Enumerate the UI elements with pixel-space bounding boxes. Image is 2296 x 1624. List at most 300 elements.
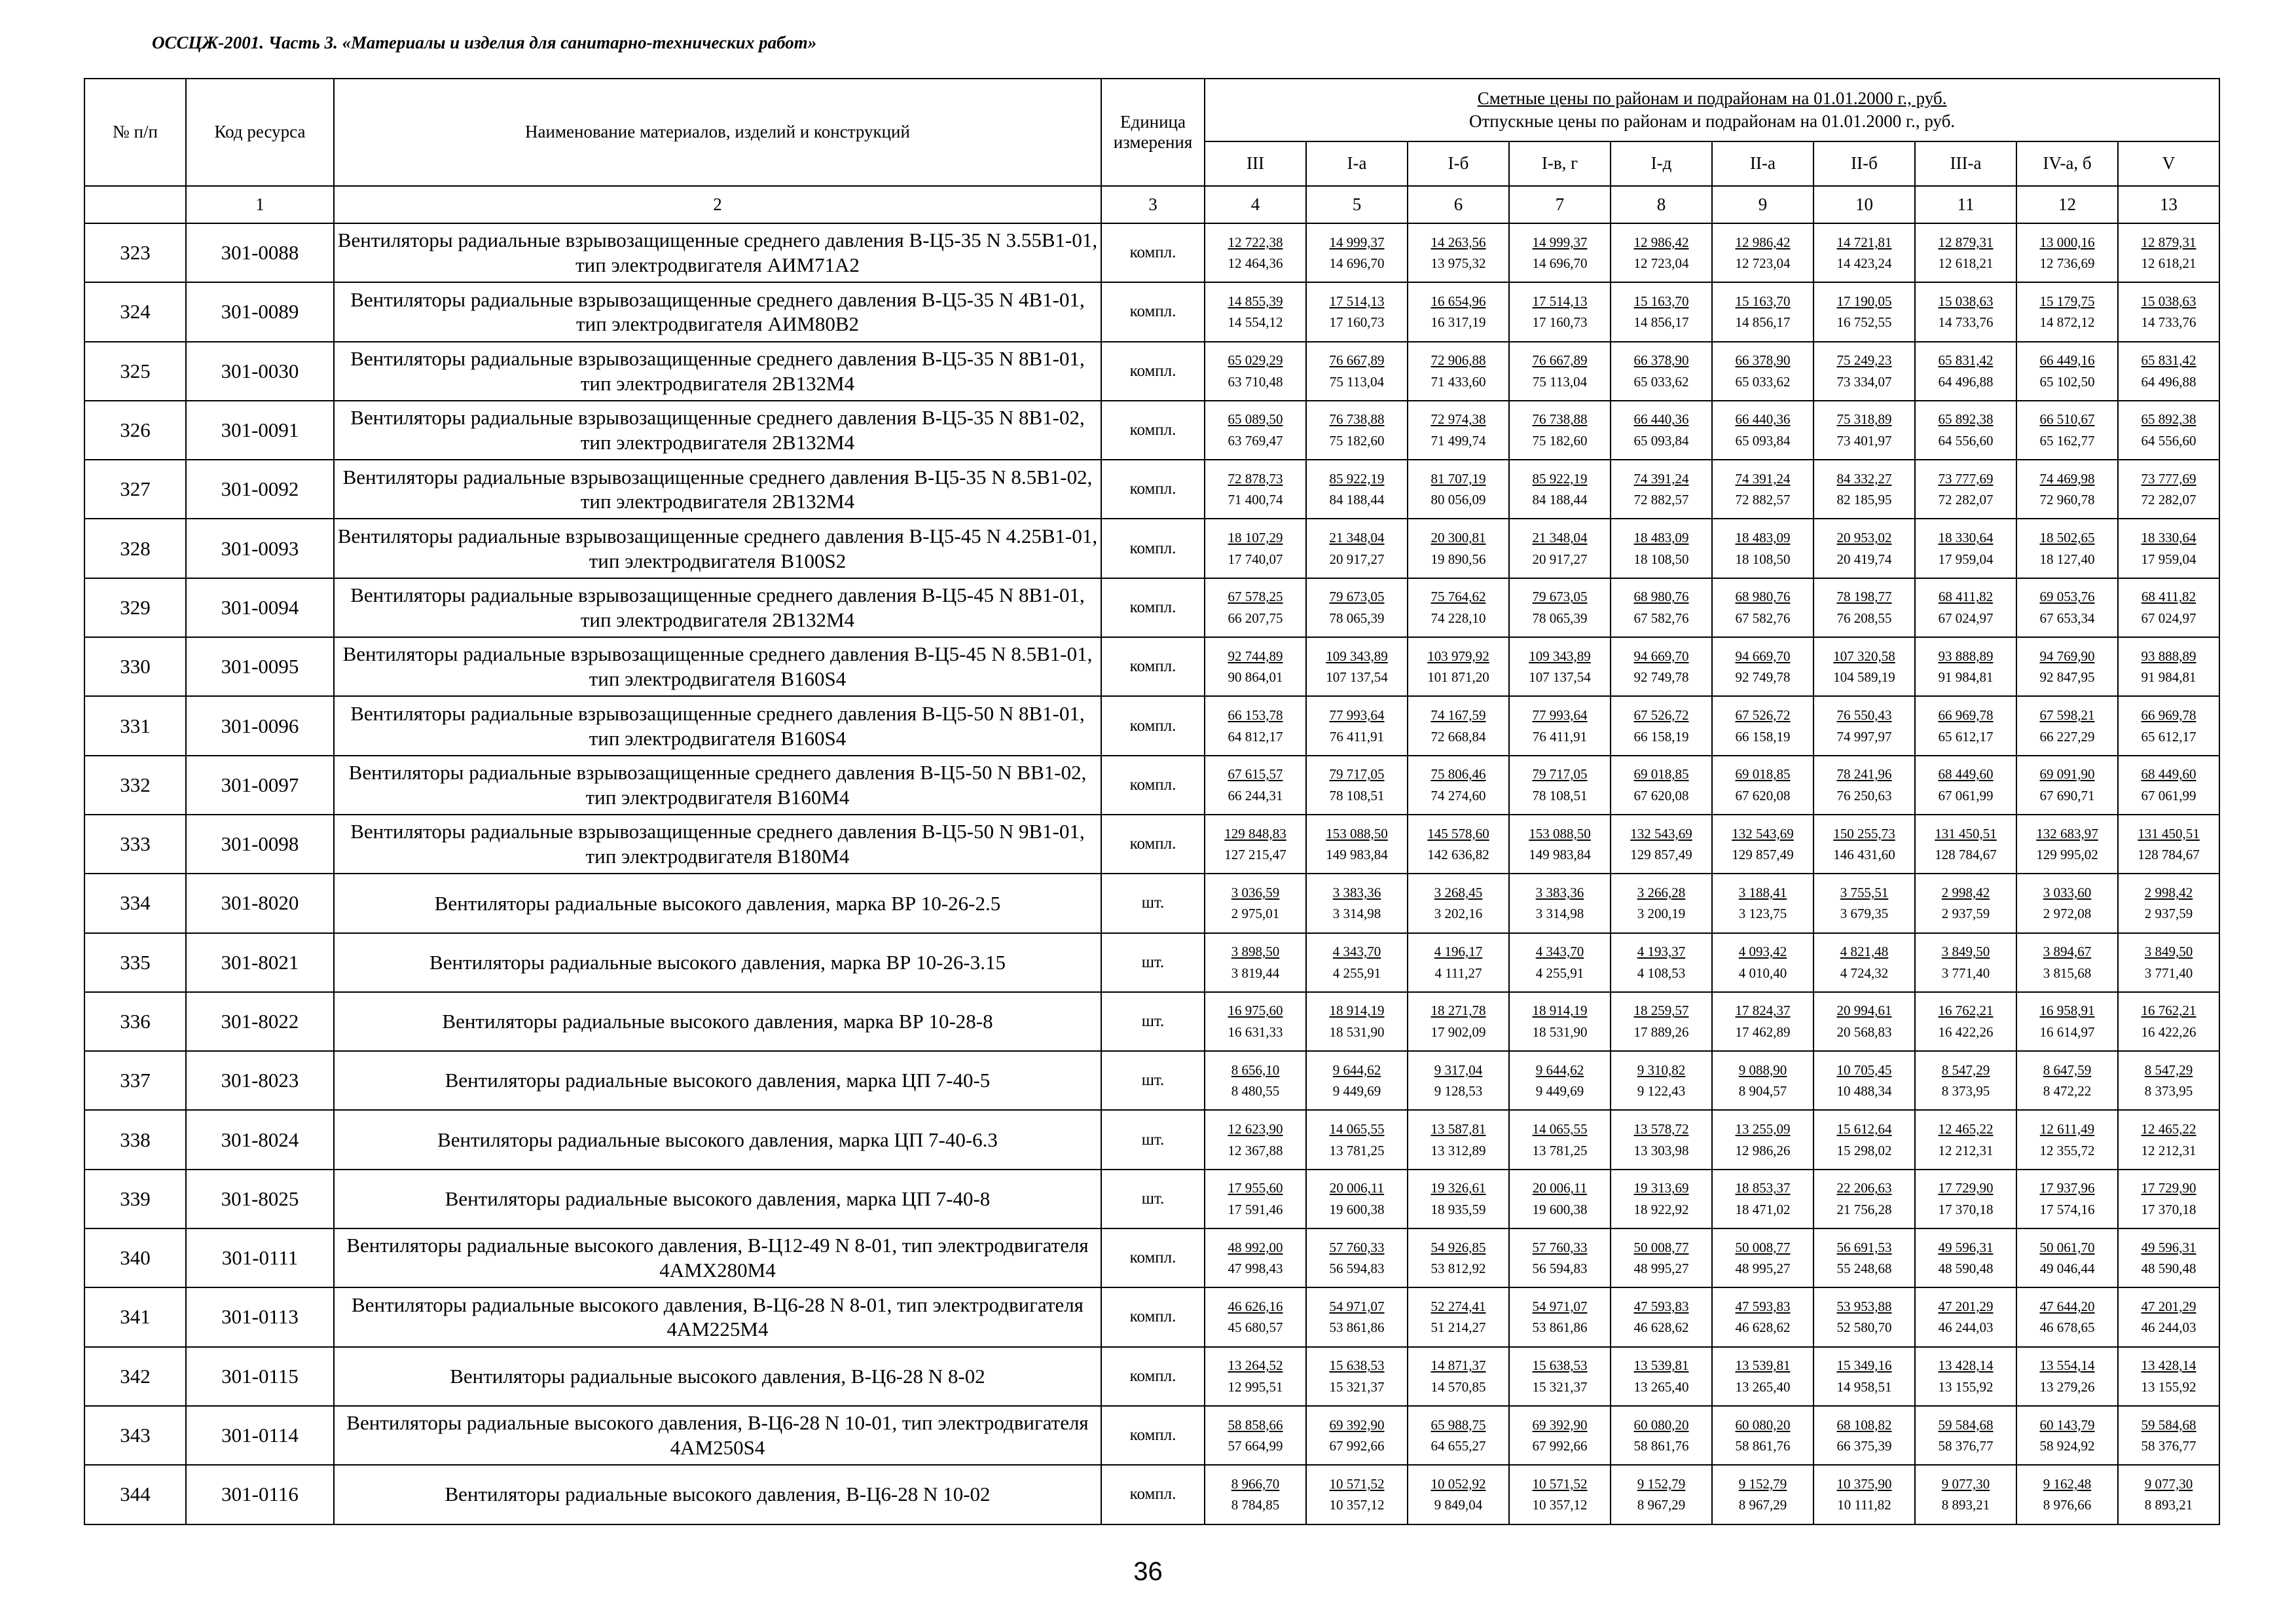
release-price-caption: Отпускные цены по районам и подрайонам на 01.01.2000 г., руб. <box>1468 111 1956 131</box>
release-price: 17 740,07 <box>1228 551 1283 567</box>
estimate-price: 78 241,96 <box>1836 766 1892 783</box>
table-row <box>84 874 2219 932</box>
release-price: 17 462,89 <box>1735 1024 1791 1040</box>
price-cell <box>1813 519 1915 578</box>
estimate-price: 131 450,51 <box>2138 825 2200 841</box>
estimate-price: 18 259,57 <box>1633 1003 1689 1019</box>
release-price: 14 733,76 <box>2141 314 2196 331</box>
release-price: 2 937,59 <box>1941 906 1990 922</box>
estimate-price: 49 596,31 <box>1938 1239 1994 1255</box>
estimate-price: 10 571,52 <box>1532 1475 1588 1492</box>
release-price: 66 158,19 <box>1633 728 1689 745</box>
estimate-price: 65 089,50 <box>1228 411 1283 428</box>
row-number: 343 <box>84 1406 186 1465</box>
release-price: 75 113,04 <box>1329 373 1385 390</box>
release-price: 12 995,51 <box>1228 1378 1283 1395</box>
release-price: 17 959,04 <box>2141 551 2196 567</box>
item-name: Вентиляторы радиальные высокого давления, В-Ц12-49 N 8-01, тип электродвигателя 4АМХ280М4 <box>334 1228 1101 1287</box>
price-cell <box>1712 1406 1813 1465</box>
estimate-price: 9 644,62 <box>1332 1061 1381 1078</box>
unit: компл. <box>1101 815 1205 874</box>
item-name: Вентиляторы радиальные взрывозащищенные среднего давления В-Ц5-45 N 4.25В1-01, тип электродвигателя В100S2 <box>334 519 1101 578</box>
estimate-price: 76 667,89 <box>1532 352 1588 369</box>
price-cell <box>1509 874 1611 932</box>
release-price: 72 282,07 <box>1938 492 1994 508</box>
release-price: 74 997,97 <box>1836 728 1892 745</box>
release-price: 19 600,38 <box>1329 1201 1385 1217</box>
unit: компл. <box>1101 696 1205 755</box>
estimate-price: 3 849,50 <box>2144 944 2193 960</box>
estimate-price: 13 539,81 <box>1633 1357 1689 1374</box>
estimate-price: 16 975,60 <box>1228 1003 1283 1019</box>
estimate-price: 9 310,82 <box>1637 1061 1686 1078</box>
estimate-price: 109 343,89 <box>1529 648 1591 664</box>
estimate-price: 20 300,81 <box>1430 530 1486 546</box>
release-price: 56 594,83 <box>1532 1261 1588 1277</box>
release-price: 53 861,86 <box>1532 1320 1588 1336</box>
estimate-price: 16 762,21 <box>2141 1003 2196 1019</box>
estimate-price: 69 392,90 <box>1532 1416 1588 1433</box>
item-name: Вентиляторы радиальные высокого давления, В-Ц6-28 N 10-01, тип электродвигателя 4АМ250S4 <box>334 1406 1101 1465</box>
release-price: 13 265,40 <box>1633 1378 1689 1395</box>
release-price: 66 207,75 <box>1228 610 1283 626</box>
price-cell <box>1306 578 1408 637</box>
price-cell <box>1509 1170 1611 1228</box>
release-price: 17 902,09 <box>1430 1024 1486 1040</box>
estimate-price: 3 036,59 <box>1231 884 1280 900</box>
price-cell <box>2016 282 2118 341</box>
table-row <box>84 933 2219 992</box>
price-cell <box>1205 1465 1306 1524</box>
release-price: 63 710,48 <box>1228 373 1283 390</box>
price-cell <box>1408 1347 1509 1406</box>
estimate-price: 56 691,53 <box>1836 1239 1892 1255</box>
estimate-price: 67 598,21 <box>2039 707 2095 723</box>
estimate-price: 145 578,60 <box>1427 825 1489 841</box>
price-cell <box>2016 578 2118 637</box>
price-cell <box>1915 1110 2016 1169</box>
estimate-price: 14 855,39 <box>1228 293 1283 309</box>
estimate-price: 66 510,67 <box>2039 411 2095 428</box>
estimate-price: 73 777,69 <box>1938 470 1994 487</box>
item-name: Вентиляторы радиальные взрывозащищенные среднего давления В-Ц5-35 N 4В1-01, тип электродвигателя АИМ80В2 <box>334 282 1101 341</box>
row-number: 332 <box>84 756 186 815</box>
estimate-price: 4 193,37 <box>1637 944 1686 960</box>
price-cell <box>1915 1051 2016 1110</box>
resource-code: 301-0096 <box>186 696 334 755</box>
estimate-price: 54 926,85 <box>1430 1239 1486 1255</box>
release-price: 12 618,21 <box>2141 255 2196 272</box>
estimate-price: 49 596,31 <box>2141 1239 2196 1255</box>
estimate-price: 9 152,79 <box>1738 1475 1787 1492</box>
price-cell <box>1813 637 1915 696</box>
price-cell <box>1611 1406 1712 1465</box>
resource-code: 301-0116 <box>186 1465 334 1524</box>
row-number: 330 <box>84 637 186 696</box>
estimate-price: 14 999,37 <box>1329 234 1385 250</box>
estimate-price: 15 163,70 <box>1633 293 1689 309</box>
page-number: 36 <box>1133 1557 1163 1586</box>
header-colnum: 5 <box>1306 186 1408 223</box>
release-price: 17 591,46 <box>1228 1201 1283 1217</box>
price-cell <box>1611 342 1712 401</box>
release-price: 90 864,01 <box>1228 669 1283 686</box>
price-cell <box>1408 1406 1509 1465</box>
header-colnum: 12 <box>2016 186 2118 223</box>
price-cell <box>1306 637 1408 696</box>
estimate-price: 103 979,92 <box>1427 648 1489 664</box>
release-price: 48 590,48 <box>2141 1261 2196 1277</box>
price-cell <box>1712 1170 1813 1228</box>
release-price: 9 849,04 <box>1434 1497 1483 1513</box>
estimate-price: 17 729,90 <box>1938 1180 1994 1196</box>
release-price: 58 861,76 <box>1735 1438 1791 1454</box>
estimate-price: 22 206,63 <box>1836 1180 1892 1196</box>
release-price: 76 250,63 <box>1836 787 1892 803</box>
price-cell <box>2016 756 2118 815</box>
estimate-price: 93 888,89 <box>1938 648 1994 664</box>
resource-code: 301-8024 <box>186 1110 334 1169</box>
resource-code: 301-0111 <box>186 1228 334 1287</box>
estimate-price: 20 953,02 <box>1836 530 1892 546</box>
price-cell <box>1408 460 1509 519</box>
price-cell <box>1509 519 1611 578</box>
release-price: 3 815,68 <box>2043 965 2092 981</box>
price-cell <box>1611 1465 1712 1524</box>
release-price: 67 992,66 <box>1329 1438 1385 1454</box>
estimate-price: 20 994,61 <box>1836 1003 1892 1019</box>
price-cell <box>1712 992 1813 1051</box>
estimate-price: 65 831,42 <box>1938 352 1994 369</box>
estimate-price: 15 349,16 <box>1836 1357 1892 1374</box>
price-cell <box>2016 1051 2118 1110</box>
item-name: Вентиляторы радиальные высокого давления, В-Ц6-28 N 8-01, тип электродвигателя 4АМ225М4 <box>334 1287 1101 1346</box>
estimate-price: 132 543,69 <box>1732 825 1794 841</box>
release-price: 67 024,97 <box>1938 610 1994 626</box>
unit: компл. <box>1101 1347 1205 1406</box>
estimate-price: 66 440,36 <box>1633 411 1689 428</box>
release-price: 3 771,40 <box>2144 965 2193 981</box>
estimate-price: 3 894,67 <box>2043 944 2092 960</box>
estimate-price: 85 922,19 <box>1532 470 1588 487</box>
price-cell <box>1408 696 1509 755</box>
estimate-price: 14 999,37 <box>1532 234 1588 250</box>
price-cell <box>1712 933 1813 992</box>
table-row <box>84 1347 2219 1406</box>
price-cell <box>2118 696 2219 755</box>
header-region: II-а <box>1712 141 1813 186</box>
price-cell <box>2016 696 2118 755</box>
estimate-price: 47 644,20 <box>2039 1298 2095 1314</box>
release-price: 3 314,98 <box>1535 906 1584 922</box>
estimate-price: 132 683,97 <box>2036 825 2098 841</box>
price-cell <box>1915 282 2016 341</box>
release-price: 45 680,57 <box>1228 1320 1283 1336</box>
release-price: 10 357,12 <box>1329 1497 1385 1513</box>
estimate-price: 8 547,29 <box>1941 1061 1990 1078</box>
price-cell <box>1408 578 1509 637</box>
release-price: 13 781,25 <box>1532 1142 1588 1158</box>
item-name: Вентиляторы радиальные высокого давления, марка ЦП 7-40-5 <box>334 1051 1101 1110</box>
price-cell <box>2016 519 2118 578</box>
unit: шт. <box>1101 874 1205 932</box>
resource-code: 301-0114 <box>186 1406 334 1465</box>
price-cell <box>1813 992 1915 1051</box>
estimate-price: 8 647,59 <box>2043 1061 2092 1078</box>
price-cell <box>1712 223 1813 282</box>
price-cell <box>1712 401 1813 460</box>
price-cell <box>1205 282 1306 341</box>
estimate-price: 13 587,81 <box>1430 1121 1486 1137</box>
release-price: 128 784,67 <box>1935 847 1997 863</box>
price-cell <box>2016 342 2118 401</box>
release-price: 76 411,91 <box>1329 728 1385 745</box>
price-cell <box>1611 1110 1712 1169</box>
release-price: 55 248,68 <box>1836 1261 1892 1277</box>
price-cell <box>1712 519 1813 578</box>
price-cell <box>1205 1110 1306 1169</box>
price-cell <box>1915 874 2016 932</box>
price-cell <box>1306 815 1408 874</box>
price-cell <box>2118 282 2219 341</box>
resource-code: 301-0115 <box>186 1347 334 1406</box>
price-cell <box>1205 1347 1306 1406</box>
release-price: 78 108,51 <box>1329 787 1385 803</box>
release-price: 101 871,20 <box>1427 669 1489 686</box>
release-price: 16 631,33 <box>1228 1024 1283 1040</box>
price-cell <box>2118 460 2219 519</box>
unit: компл. <box>1101 1406 1205 1465</box>
price-cell <box>1306 460 1408 519</box>
price-cell <box>1306 1347 1408 1406</box>
estimate-price: 75 764,62 <box>1430 589 1486 605</box>
estimate-price: 57 760,33 <box>1532 1239 1588 1255</box>
estimate-price: 66 440,36 <box>1735 411 1791 428</box>
price-cell <box>1611 223 1712 282</box>
estimate-price: 20 006,11 <box>1329 1180 1385 1196</box>
price-cell <box>2118 1170 2219 1228</box>
table-row <box>84 519 2219 578</box>
estimate-price: 54 971,07 <box>1329 1298 1385 1314</box>
price-cell <box>1306 1170 1408 1228</box>
release-price: 78 108,51 <box>1532 787 1588 803</box>
unit: компл. <box>1101 223 1205 282</box>
release-price: 8 373,95 <box>1941 1083 1990 1099</box>
release-price: 18 531,90 <box>1329 1024 1385 1040</box>
price-cell <box>1712 282 1813 341</box>
estimate-price: 19 313,69 <box>1633 1180 1689 1196</box>
header-unit: Единица измерения <box>1101 79 1205 186</box>
price-cell <box>1813 815 1915 874</box>
resource-code: 301-0098 <box>186 815 334 874</box>
price-cell <box>1306 756 1408 815</box>
estimate-price: 17 514,13 <box>1329 293 1385 309</box>
header-region: I-а <box>1306 141 1408 186</box>
resource-code: 301-0030 <box>186 342 334 401</box>
table-row <box>84 1287 2219 1346</box>
release-price: 73 401,97 <box>1836 433 1892 449</box>
release-price: 9 128,53 <box>1434 1083 1483 1099</box>
table-row <box>84 578 2219 637</box>
release-price: 8 967,29 <box>1738 1497 1787 1513</box>
price-cell <box>1205 637 1306 696</box>
price-cell <box>2016 992 2118 1051</box>
release-price: 18 108,50 <box>1735 551 1791 567</box>
price-cell <box>1813 342 1915 401</box>
price-cell <box>1813 1051 1915 1110</box>
release-price: 19 890,56 <box>1430 551 1486 567</box>
price-cell <box>1712 578 1813 637</box>
header-region: I-д <box>1611 141 1712 186</box>
price-cell <box>1205 1406 1306 1465</box>
estimate-price: 73 777,69 <box>2141 470 2196 487</box>
price-cell <box>1712 1051 1813 1110</box>
price-cell <box>1915 1228 2016 1287</box>
price-cell <box>1813 874 1915 932</box>
price-cell <box>1306 696 1408 755</box>
unit: компл. <box>1101 342 1205 401</box>
estimate-price: 74 469,98 <box>2039 470 2095 487</box>
estimate-price: 53 953,88 <box>1836 1298 1892 1314</box>
price-cell <box>1712 1287 1813 1346</box>
release-price: 13 265,40 <box>1735 1378 1791 1395</box>
price-cell <box>2016 1228 2118 1287</box>
estimate-price: 66 153,78 <box>1228 707 1283 723</box>
price-cell <box>1306 1465 1408 1524</box>
item-name: Вентиляторы радиальные взрывозащищенные среднего давления В-Ц5-50 N 8В1-01, тип электродвигателя В160S4 <box>334 696 1101 755</box>
estimate-price: 66 969,78 <box>1938 707 1994 723</box>
price-cell <box>1408 1287 1509 1346</box>
estimate-price: 68 411,82 <box>1938 589 1994 605</box>
price-cell <box>1611 578 1712 637</box>
estimate-price: 10 375,90 <box>1836 1475 1892 1492</box>
estimate-price: 9 162,48 <box>2043 1475 2092 1492</box>
price-cell <box>1408 519 1509 578</box>
release-price: 20 917,27 <box>1532 551 1588 567</box>
header-colnum: 10 <box>1813 186 1915 223</box>
release-price: 17 160,73 <box>1329 314 1385 331</box>
price-cell <box>1712 1347 1813 1406</box>
release-price: 75 182,60 <box>1329 433 1385 449</box>
price-cell <box>2118 1347 2219 1406</box>
price-cell <box>2118 1051 2219 1110</box>
price-cell <box>1813 1465 1915 1524</box>
release-price: 8 976,66 <box>2043 1497 2092 1513</box>
release-price: 18 935,59 <box>1430 1201 1486 1217</box>
release-price: 14 856,17 <box>1735 314 1791 331</box>
estimate-price: 79 673,05 <box>1329 589 1385 605</box>
release-price: 4 255,91 <box>1332 965 1381 981</box>
estimate-price: 129 848,83 <box>1224 825 1286 841</box>
release-price: 15 321,37 <box>1329 1378 1385 1395</box>
estimate-price: 15 038,63 <box>2141 293 2196 309</box>
estimate-price: 18 483,09 <box>1633 530 1689 546</box>
release-price: 20 917,27 <box>1329 551 1385 567</box>
item-name: Вентиляторы радиальные взрывозащищенные среднего давления В-Ц5-35 N 3.55В1-01, тип электродвигателя АИМ71А2 <box>334 223 1101 282</box>
release-price: 10 357,12 <box>1532 1497 1588 1513</box>
estimate-price: 107 320,58 <box>1833 648 1895 664</box>
table-row <box>84 1406 2219 1465</box>
release-price: 149 983,84 <box>1326 847 1388 863</box>
estimate-price: 66 449,16 <box>2039 352 2095 369</box>
table-row <box>84 342 2219 401</box>
estimate-price: 65 892,38 <box>2141 411 2196 428</box>
estimate-price: 18 502,65 <box>2039 530 2095 546</box>
price-cell <box>2118 342 2219 401</box>
estimate-price: 52 274,41 <box>1430 1298 1486 1314</box>
price-cell <box>1915 637 2016 696</box>
price-cell <box>1205 1287 1306 1346</box>
release-price: 17 370,18 <box>2141 1201 2196 1217</box>
estimate-price: 65 831,42 <box>2141 352 2196 369</box>
release-price: 16 317,19 <box>1430 314 1486 331</box>
release-price: 3 200,19 <box>1637 906 1686 922</box>
estimate-price: 15 612,64 <box>1836 1121 1892 1137</box>
price-cell <box>1306 342 1408 401</box>
release-price: 3 679,35 <box>1840 906 1889 922</box>
price-cell <box>1408 1228 1509 1287</box>
estimate-price: 67 615,57 <box>1228 766 1283 783</box>
estimate-price: 67 526,72 <box>1633 707 1689 723</box>
price-cell <box>1611 1347 1712 1406</box>
price-cell <box>1205 696 1306 755</box>
price-cell <box>1915 756 2016 815</box>
release-price: 3 202,16 <box>1434 906 1483 922</box>
estimate-price: 12 722,38 <box>1228 234 1283 250</box>
release-price: 10 111,82 <box>1837 1497 1891 1513</box>
price-cell <box>2016 933 2118 992</box>
estimate-price: 2 998,42 <box>1941 884 1990 900</box>
item-name: Вентиляторы радиальные взрывозащищенные среднего давления В-Ц5-50 N 9В1-01, тип электродвигателя В180М4 <box>334 815 1101 874</box>
estimate-price: 14 871,37 <box>1430 1357 1486 1374</box>
price-cell <box>1611 874 1712 932</box>
estimate-price: 92 744,89 <box>1228 648 1283 664</box>
estimate-price: 16 762,21 <box>1938 1003 1994 1019</box>
price-cell <box>1306 282 1408 341</box>
release-price: 64 655,27 <box>1430 1438 1486 1454</box>
estimate-price: 74 391,24 <box>1735 470 1791 487</box>
release-price: 17 370,18 <box>1938 1201 1994 1217</box>
row-number: 323 <box>84 223 186 282</box>
resource-code: 301-0097 <box>186 756 334 815</box>
estimate-price: 17 514,13 <box>1532 293 1588 309</box>
row-number: 329 <box>84 578 186 637</box>
release-price: 4 010,40 <box>1738 965 1787 981</box>
price-cell <box>2016 223 2118 282</box>
row-number: 344 <box>84 1465 186 1524</box>
release-price: 17 574,16 <box>2039 1201 2095 1217</box>
estimate-price: 68 449,60 <box>2141 766 2196 783</box>
estimate-price: 60 143,79 <box>2039 1416 2095 1433</box>
estimate-price: 3 383,36 <box>1535 884 1584 900</box>
estimate-price: 59 584,68 <box>1938 1416 1994 1433</box>
table-row <box>84 756 2219 815</box>
price-cell <box>1509 1406 1611 1465</box>
item-name: Вентиляторы радиальные взрывозащищенные среднего давления В-Ц5-35 N 8В1-01, тип электродвигателя 2В132М4 <box>334 342 1101 401</box>
estimate-price: 12 623,90 <box>1228 1121 1283 1137</box>
release-price: 18 127,40 <box>2039 551 2095 567</box>
release-price: 82 185,95 <box>1836 492 1892 508</box>
release-price: 16 614,97 <box>2039 1024 2095 1040</box>
table-row <box>84 1110 2219 1169</box>
price-cell <box>1712 1110 1813 1169</box>
price-cell <box>1611 282 1712 341</box>
estimate-price: 13 428,14 <box>2141 1357 2196 1374</box>
release-price: 12 212,31 <box>1938 1142 1994 1158</box>
estimate-price: 3 268,45 <box>1434 884 1483 900</box>
estimate-price-caption: Сметные цены по районам и подрайонам на 01.01.2000 г., руб. <box>1477 88 1947 108</box>
table-row <box>84 282 2219 341</box>
